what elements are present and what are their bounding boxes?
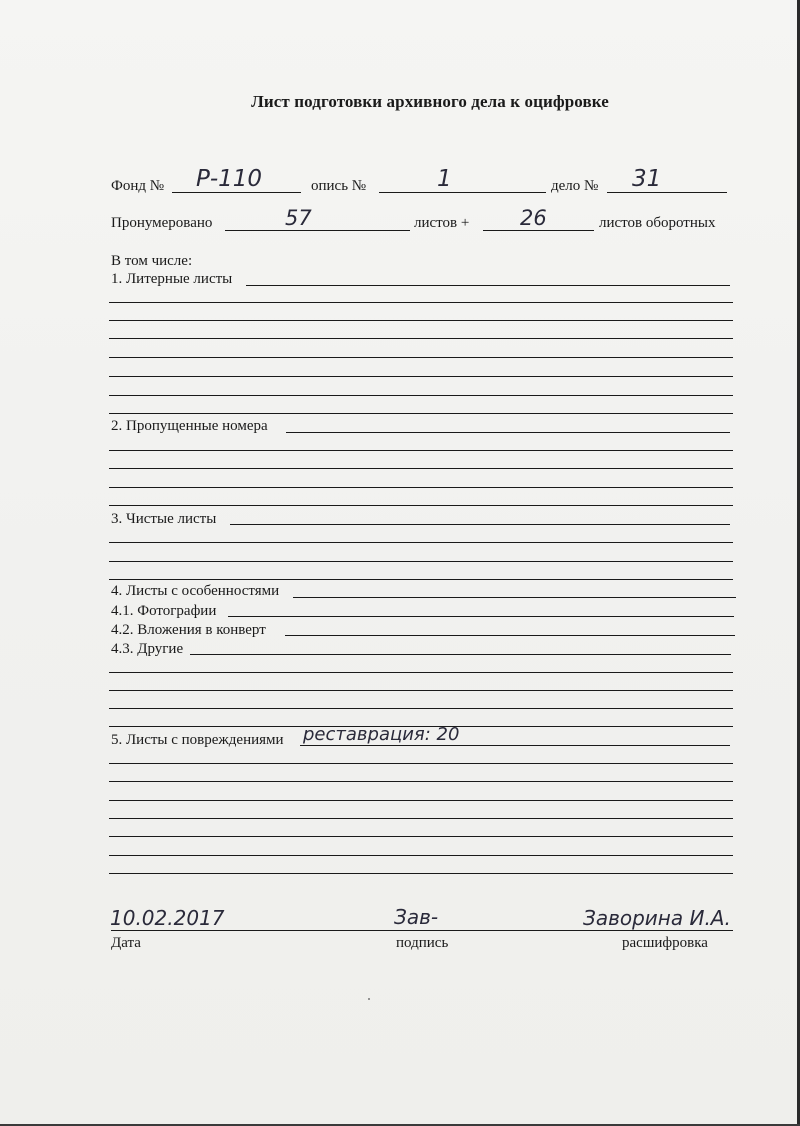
section-4-3-line bbox=[190, 654, 731, 655]
section-4-label: 4. Листы с особенностями bbox=[111, 583, 280, 599]
section-4-2-line bbox=[285, 635, 735, 636]
blank-line bbox=[109, 338, 733, 339]
blank-line bbox=[109, 302, 733, 303]
scan-speck bbox=[368, 998, 370, 1000]
blank-line bbox=[109, 561, 733, 562]
blank-line bbox=[109, 873, 733, 874]
section-4-3-label: 4.3. Другие bbox=[111, 641, 184, 657]
numbered-value: 57 bbox=[285, 206, 312, 230]
blank-line bbox=[109, 818, 733, 819]
blank-line bbox=[109, 672, 733, 673]
blank-line bbox=[109, 468, 733, 469]
blank-line bbox=[109, 487, 733, 488]
decoding-label: расшифровка bbox=[622, 935, 708, 951]
blank-line bbox=[109, 836, 733, 837]
blank-line bbox=[109, 781, 733, 782]
section-3-line bbox=[230, 524, 730, 525]
footer-line bbox=[111, 930, 733, 931]
blank-line bbox=[109, 542, 733, 543]
section-5-line bbox=[300, 745, 730, 746]
opis-value: 1 bbox=[437, 166, 452, 192]
numbered-label: Пронумеровано bbox=[111, 215, 213, 231]
opis-field-line bbox=[379, 192, 546, 193]
section-3-label: 3. Чистые листы bbox=[111, 511, 217, 527]
section-1-line bbox=[246, 285, 730, 286]
form-title: Лист подготовки архивного дела к оцифровке bbox=[251, 92, 609, 111]
section-1-label: 1. Литерные листы bbox=[111, 271, 233, 287]
decoding-value: Заворина И.А. bbox=[583, 906, 731, 930]
blank-line bbox=[109, 376, 733, 377]
reverse-label: листов оборотных bbox=[599, 215, 716, 231]
reverse-field-line bbox=[483, 230, 594, 231]
blank-line bbox=[109, 450, 733, 451]
date-value: 10.02.2017 bbox=[110, 906, 225, 930]
blank-line bbox=[109, 579, 733, 580]
including-label: В том числе: bbox=[111, 253, 193, 269]
blank-line bbox=[109, 320, 733, 321]
delo-label: дело № bbox=[551, 178, 599, 194]
blank-line bbox=[109, 855, 733, 856]
delo-field-line bbox=[607, 192, 727, 193]
section-2-line bbox=[286, 432, 730, 433]
reverse-value: 26 bbox=[520, 206, 547, 230]
blank-line bbox=[109, 413, 733, 414]
section-4-1-line bbox=[228, 616, 734, 617]
section-4-line bbox=[293, 597, 736, 598]
blank-line bbox=[109, 708, 733, 709]
blank-line bbox=[109, 505, 733, 506]
blank-line bbox=[109, 763, 733, 764]
fond-label: Фонд № bbox=[111, 178, 165, 194]
blank-line bbox=[109, 800, 733, 801]
section-5-value: реставрация: 20 bbox=[303, 724, 460, 745]
blank-line bbox=[109, 690, 733, 691]
opis-label: опись № bbox=[311, 178, 367, 194]
delo-value: 31 bbox=[632, 166, 662, 192]
section-5-label: 5. Листы с повреждениями bbox=[111, 732, 284, 748]
signature-label: подпись bbox=[396, 935, 449, 951]
section-4-2-label: 4.2. Вложения в конверт bbox=[111, 622, 266, 638]
sheets-plus-label: листов + bbox=[414, 215, 470, 231]
section-4-1-label: 4.1. Фотографии bbox=[111, 603, 217, 619]
fond-value: Р-110 bbox=[196, 166, 263, 192]
signature-value: Зав- bbox=[394, 905, 439, 929]
blank-line bbox=[109, 395, 733, 396]
blank-line bbox=[109, 357, 733, 358]
section-2-label: 2. Пропущенные номера bbox=[111, 418, 268, 434]
fond-field-line bbox=[172, 192, 301, 193]
numbered-field-line bbox=[225, 230, 410, 231]
date-label: Дата bbox=[111, 935, 141, 951]
